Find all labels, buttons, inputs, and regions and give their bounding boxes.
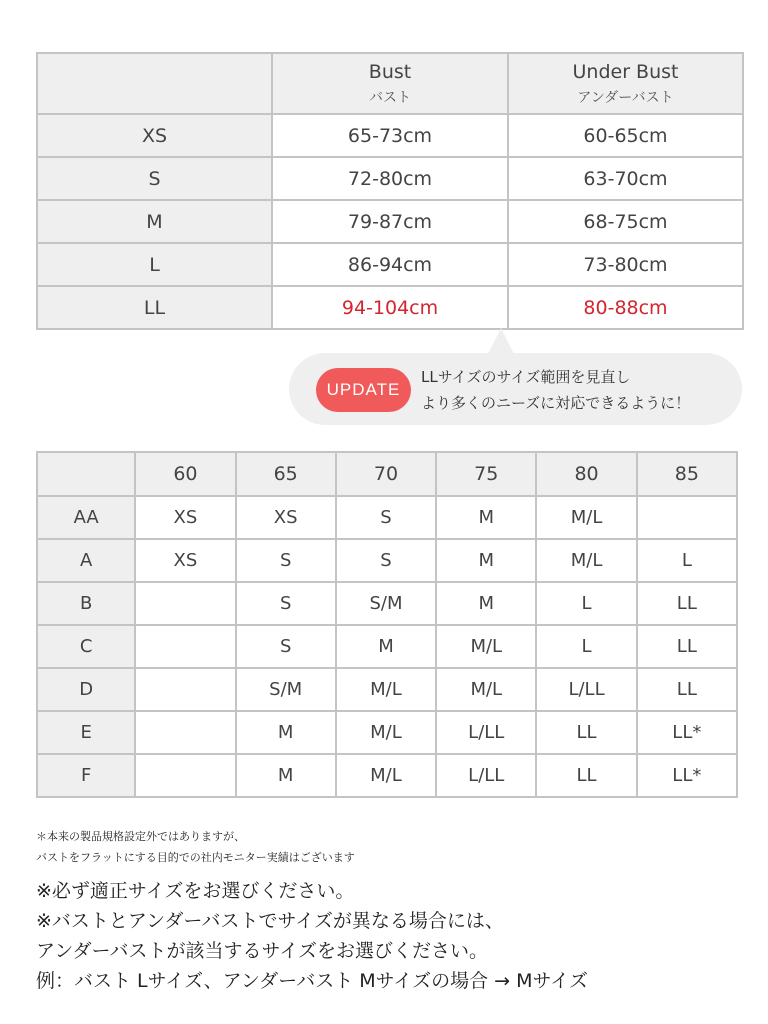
size-cell (135, 754, 235, 797)
footnote-line2: バストをフラットにする目的での社内モニター実績はございます (36, 851, 355, 864)
update-badge: UPDATE (316, 368, 411, 412)
size-cell: LL (637, 582, 737, 625)
under-bust-value-updated: 80-88cm (508, 286, 743, 329)
size-cell: S (236, 625, 336, 668)
size-cell (637, 496, 737, 539)
under-bust-value: 73-80cm (508, 243, 743, 286)
band-header: 65 (236, 452, 336, 496)
table-row (37, 539, 737, 582)
size-cell: L (536, 582, 636, 625)
size-cell: S (236, 582, 336, 625)
header-under-bust: Under Bust アンダーバスト (508, 53, 743, 114)
size-cell: M (436, 582, 536, 625)
bust-value-updated: 94-104cm (272, 286, 508, 329)
size-cell: L (536, 625, 636, 668)
size-cell: M/L (436, 625, 536, 668)
table-row (37, 582, 737, 625)
size-cell: L (637, 539, 737, 582)
band-header: 70 (336, 452, 436, 496)
size-cell: S/M (236, 668, 336, 711)
table-row (37, 711, 737, 754)
size-cell: M/L (336, 754, 436, 797)
size-cell: M/L (436, 668, 536, 711)
size-cell: M (236, 711, 336, 754)
bust-value: 79-87cm (272, 200, 508, 243)
size-label: LL (37, 286, 272, 329)
size-cell: M (436, 496, 536, 539)
size-cell: XS (236, 496, 336, 539)
under-bust-value: 60-65cm (508, 114, 743, 157)
size-cell: S/M (336, 582, 436, 625)
cup-label: AA (37, 496, 135, 539)
band-header: 80 (536, 452, 636, 496)
bust-value: 65-73cm (272, 114, 508, 157)
size-label: M (37, 200, 272, 243)
band-header: 85 (637, 452, 737, 496)
size-label: S (37, 157, 272, 200)
size-cell: L/LL (536, 668, 636, 711)
cup-label: B (37, 582, 135, 625)
size-cell: S (336, 539, 436, 582)
size-label: XS (37, 114, 272, 157)
band-header: 60 (135, 452, 235, 496)
footnote-line1: ＊本来の製品規格設定外ではありますが、 (36, 830, 245, 843)
header-bust: Bust バスト (272, 53, 508, 114)
update-message-line2: より多くのニーズに対応できるように！ (421, 394, 691, 412)
size-notes (36, 876, 588, 996)
size-cell: L/LL (436, 754, 536, 797)
footnote (36, 826, 355, 868)
size-cell: LL* (637, 711, 737, 754)
note-line: ※必ず適正サイズをお選びください。 (36, 880, 355, 902)
cup-size-table (36, 451, 738, 798)
size-cell: XS (135, 539, 235, 582)
size-cell: LL* (637, 754, 737, 797)
table-row (37, 754, 737, 797)
bust-value: 86-94cm (272, 243, 508, 286)
cup-label: D (37, 668, 135, 711)
size-cell: M (436, 539, 536, 582)
header-blank (37, 53, 272, 114)
cup-table-header (37, 452, 737, 496)
size-cell: S (336, 496, 436, 539)
size-cell: LL (637, 668, 737, 711)
size-cell (135, 668, 235, 711)
table-row (37, 243, 743, 286)
band-header: 75 (436, 452, 536, 496)
size-cell (135, 711, 235, 754)
size-cell: M/L (336, 668, 436, 711)
note-line: ※バストとアンダーバストでサイズが異なる場合には、 (36, 910, 504, 932)
size-cell: LL (536, 711, 636, 754)
table-row (37, 200, 743, 243)
size-table-header (37, 53, 743, 114)
under-bust-value: 68-75cm (508, 200, 743, 243)
size-cell: L/LL (436, 711, 536, 754)
cup-label: F (37, 754, 135, 797)
size-table (36, 52, 744, 330)
size-label: L (37, 243, 272, 286)
under-bust-value: 63-70cm (508, 157, 743, 200)
update-message (421, 364, 690, 416)
cup-label: E (37, 711, 135, 754)
table-row (37, 114, 743, 157)
size-cell: M (336, 625, 436, 668)
size-cell: M (236, 754, 336, 797)
size-cell: S (236, 539, 336, 582)
bust-value: 72-80cm (272, 157, 508, 200)
size-cell: LL (536, 754, 636, 797)
cup-label: A (37, 539, 135, 582)
header-blank (37, 452, 135, 496)
note-line: 例：バスト Lサイズ、アンダーバスト Mサイズの場合 → Mサイズ (36, 970, 588, 992)
table-row-highlighted (37, 286, 743, 329)
table-row (37, 668, 737, 711)
size-cell: LL (637, 625, 737, 668)
size-cell (135, 625, 235, 668)
size-cell: M/L (536, 496, 636, 539)
size-cell: XS (135, 496, 235, 539)
size-cell (135, 582, 235, 625)
update-message-line1: LLサイズのサイズ範囲を見直し (421, 368, 631, 386)
cup-label: C (37, 625, 135, 668)
size-cell: M/L (536, 539, 636, 582)
table-row (37, 496, 737, 539)
callout-pointer (488, 328, 514, 354)
table-row (37, 625, 737, 668)
note-line: アンダーバストが該当するサイズをお選びください。 (36, 940, 489, 962)
size-cell: M/L (336, 711, 436, 754)
table-row (37, 157, 743, 200)
